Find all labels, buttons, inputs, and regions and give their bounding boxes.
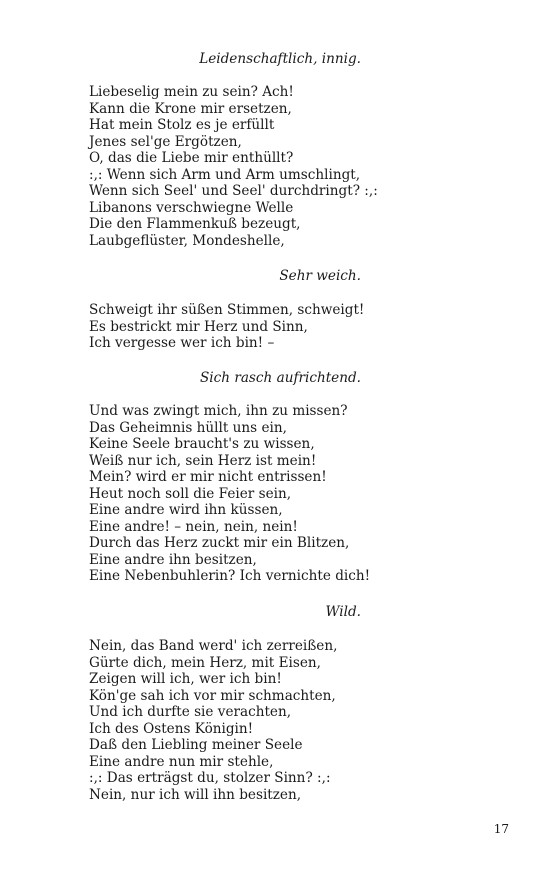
verse-line: Heut noch soll die Feier sein,: [89, 485, 292, 502]
stanza: [89, 302, 364, 352]
verse-line: Schweigt ihr süßen Stimmen, schweigt!: [89, 302, 365, 318]
verse-line: Wenn sich Seel' und Seel' durchdringt? :,:: [89, 183, 378, 199]
page-number: 17: [493, 822, 509, 836]
verse-line: Hat mein Stolz es je erfüllt: [89, 117, 275, 133]
verse-line: Und was zwingt mich, ihn zu missen?: [89, 403, 348, 419]
verse-line: Zeigen will ich, wer ich bin!: [89, 671, 282, 687]
verse-line: Und ich durfte sie verachten,: [89, 704, 292, 720]
verse-line: Keine Seele braucht's zu wissen,: [89, 436, 315, 452]
verse-line: Eine andre ihn besitzen,: [89, 551, 257, 568]
stanza: [89, 84, 378, 249]
verse-line: O, das die Liebe mir enthüllt?: [89, 150, 294, 166]
verse-line: Laubgeflüster, Mondeshelle,: [89, 232, 285, 249]
verse-line: Jenes sel'ge Ergötzen,: [89, 133, 242, 150]
stage-direction: Sehr weich.: [279, 268, 361, 284]
verse-line: Eine andre! – nein, nein, nein!: [89, 518, 298, 535]
verse-line: Durch das Herz zuckt mir ein Blitzen,: [89, 535, 350, 551]
verse-line: Eine andre nun mir stehle,: [89, 753, 274, 770]
verse-line: Eine Nebenbuhlerin? Ich vernichte dich!: [89, 568, 371, 584]
stanza: [89, 403, 370, 585]
verse-line: Ich vergesse wer ich bin! –: [89, 335, 275, 351]
stage-direction: Sich rasch aufrichtend.: [199, 370, 361, 386]
verse-line: Libanons verschwiegne Welle: [89, 199, 294, 216]
verse-line: Daß den Liebling meiner Seele: [89, 737, 303, 753]
verse-line: Kön'ge sah ich vor mir schmachten,: [89, 687, 336, 704]
verse-line: Ich des Ostens Königin!: [89, 720, 254, 737]
stage-direction: Wild.: [325, 604, 361, 620]
stanza: [89, 638, 337, 803]
verse-line: Die den Flammenkuß bezeugt,: [89, 216, 301, 232]
verse-line: Es bestrickt mir Herz und Sinn,: [89, 318, 308, 335]
verse-line: Gürte dich, mein Herz, mit Eisen,: [89, 654, 321, 671]
verse-line: Nein, das Band werd' ich zerreißen,: [89, 638, 338, 654]
verse-line: Eine andre wird ihn küssen,: [89, 502, 283, 518]
verse-line: Liebeselig mein zu sein? Ach!: [89, 84, 294, 100]
verse-line: :,: Wenn sich Arm und Arm umschlingt,: [89, 166, 361, 183]
verse-line: Kann die Krone mir ersetzen,: [89, 100, 292, 117]
verse-line: Nein, nur ich will ihn besitzen,: [89, 786, 302, 803]
stage-direction: Leidenschaftlich, innig.: [199, 51, 361, 67]
verse-line: Das Geheimnis hüllt uns ein,: [89, 419, 287, 436]
verse-line: Weiß nur ich, sein Herz ist mein!: [89, 452, 317, 469]
verse-line: :,: Das erträgst du, stolzer Sinn? :,:: [89, 770, 331, 786]
verse-line: Mein? wird er mir nicht entrissen!: [89, 469, 327, 485]
